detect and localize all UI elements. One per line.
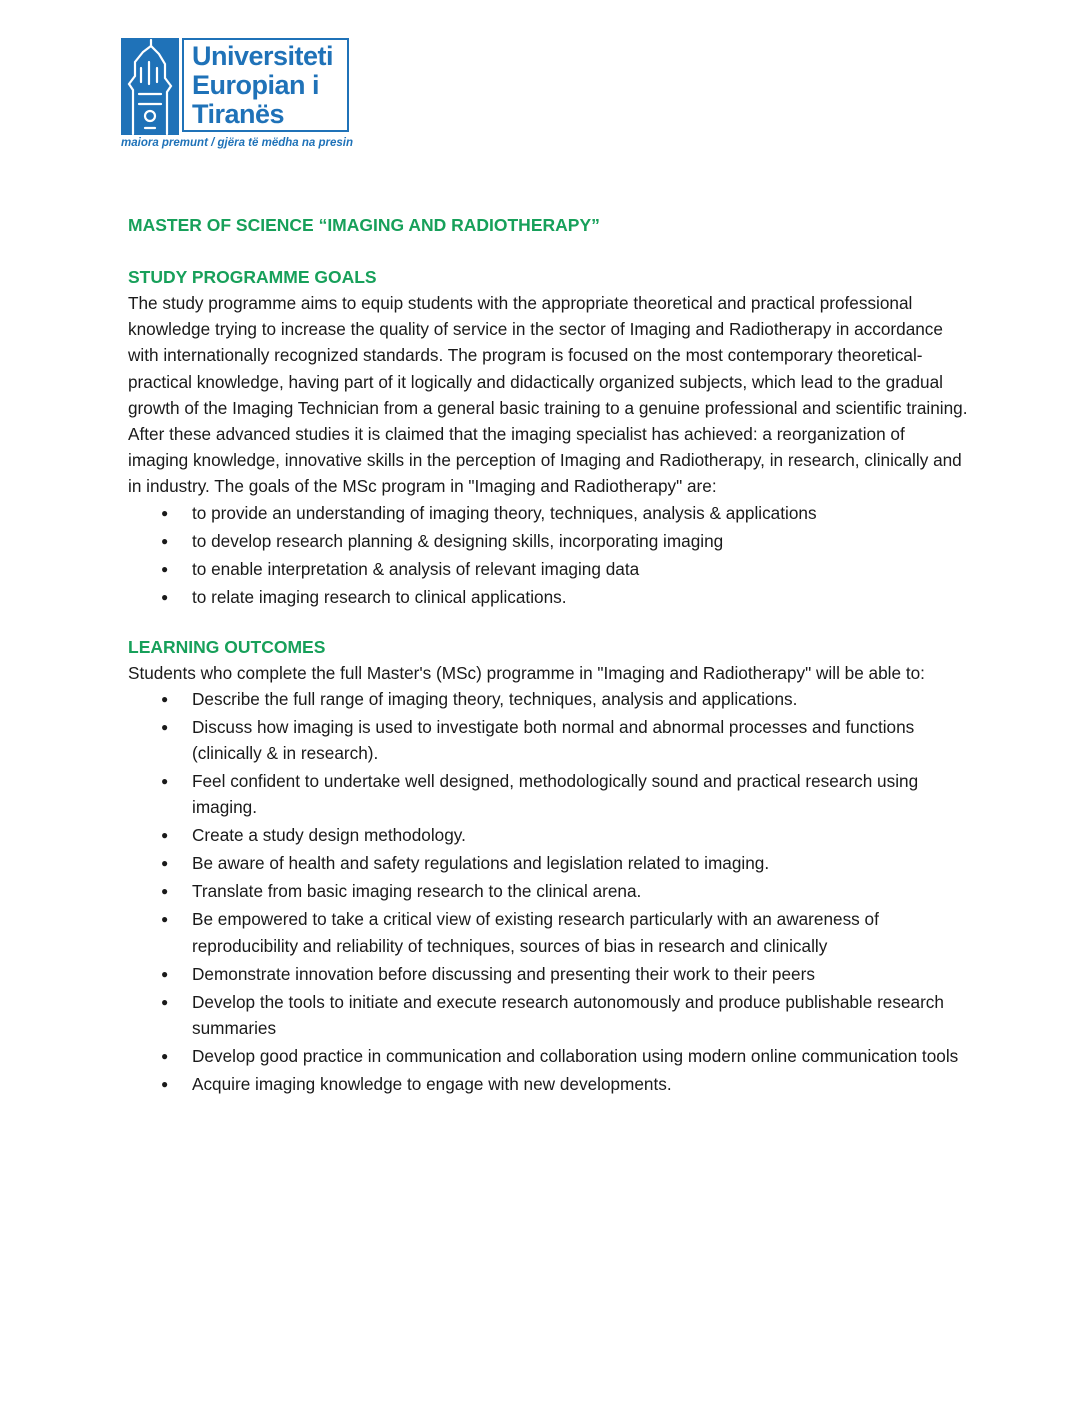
outcomes-intro: Students who complete the full Master's (MSc) programme in "Imaging and Radiotherapy" will be able to: [128,662,925,683]
goals-list [128,500,968,610]
outcomes-list [128,686,968,1097]
list-item: ● Feel confident to undertake well designed, methodologically sound and practical research using imaging. [128,768,968,820]
university-motto: maiora premunt / gjëra të mëdha na presin [121,137,353,149]
logo-line-2: Europian i [192,70,320,100]
list-item: ● Develop good practice in communication and collaboration using modern online communication tools [128,1043,968,1069]
list-item: ● Be empowered to take a critical view of existing research particularly with an awareness of reproducibility and reliability of techniques, sources of bias in research and clinically [128,906,968,958]
list-item: ● Acquire imaging knowledge to engage with new developments. [128,1071,968,1097]
list-item: ● Demonstrate innovation before discussing and presenting their work to their peers [128,961,968,987]
goals-paragraph: The study programme aims to equip students with the appropriate theoretical and practical professional knowledge trying to increase the quality of service in the sector of Imaging and Radiotherapy in accordance with internationally recognized standards. The program is focused on the most contemporary theoretical-practical knowledge, having part of it logically and didactically organized subjects, which lead to the gradual growth of the Imaging Technician from a general basic training to a genuine professional and scientific training. After these advanced studies it is claimed that the imaging specialist has achieved: a reorganization of imaging knowledge, innovative skills in the perception of Imaging and Radiotherapy, in research, clinically and in industry. The goals of the MSc program in "Imaging and Radiotherapy" are: [128,293,968,497]
list-item: ● Develop the tools to initiate and execute research autonomously and produce publishable research summaries [128,989,968,1041]
list-item: ● to enable interpretation & analysis of relevant imaging data [128,556,968,582]
university-name [192,42,333,129]
logo-line-1: Universiteti [192,41,334,71]
outcomes-heading: LEARNING OUTCOMES [128,636,326,657]
list-item: ● to develop research planning & designing skills, incorporating imaging [128,528,968,554]
list-item: ● to relate imaging research to clinical applications. [128,584,968,610]
document-body [128,212,968,1099]
list-item: ● Be aware of health and safety regulations and legislation related to imaging. [128,850,968,876]
document-title: MASTER OF SCIENCE “IMAGING AND RADIOTHERAPY” [128,215,600,235]
university-logo [121,38,361,152]
list-item: ● Describe the full range of imaging theory, techniques, analysis and applications. [128,686,968,712]
list-item: ● to provide an understanding of imaging theory, techniques, analysis & applications [128,500,968,526]
logo-line-3: Tiranës [192,99,285,129]
university-building-icon [121,38,179,135]
list-item: ● Create a study design methodology. [128,822,968,848]
list-item: ● Discuss how imaging is used to investigate both normal and abnormal processes and functions (clinically & in research). [128,714,968,766]
university-name-box [182,38,349,132]
goals-heading: STUDY PROGRAMME GOALS [128,267,377,287]
list-item: ● Translate from basic imaging research to the clinical arena. [128,878,968,904]
